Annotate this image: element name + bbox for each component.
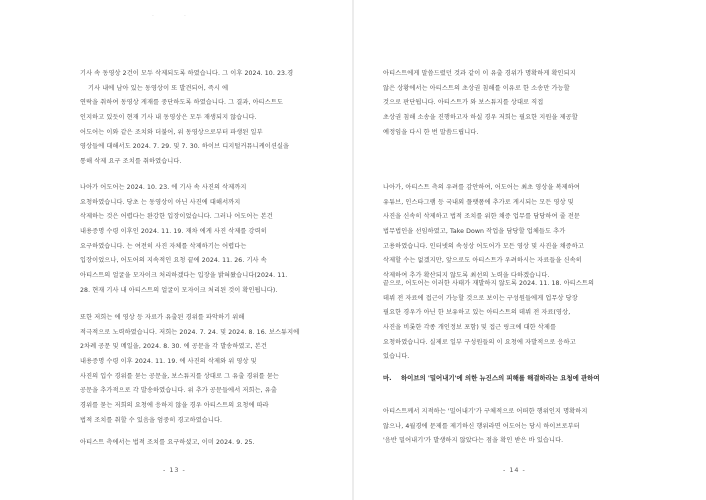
text-line: 아티스트 측에서는 법적 조치를 요구하셨고, 이미 2024. 9. 25. — [80, 439, 255, 446]
text-line: 경위를 묻는 저희의 요청에 응하지 않을 경우 아티스트의 요청에 따라 — [80, 402, 269, 410]
text-line: 어도어는 이와 같은 조치와 더불어, 위 동영상으로부터 파생된 일부 — [80, 128, 263, 136]
text-line: 연락을 취하여 동영상 게재를 중단하도록 하였습니다. 그 결과, 아티스트도 — [80, 99, 283, 107]
text-line: 나아가 어도어는 2024. 10. 23. 에 기사 속 사진의 삭제까지 — [80, 184, 247, 191]
text-line: 있습니다. — [383, 353, 410, 361]
text-line: 통해 삭제 요구 조치를 취하였습니다. — [80, 158, 182, 166]
paragraph — [80, 67, 293, 170]
text-line: 나아가, 아티스트 측의 우려를 감안하여, 어도어는 최초 영상을 복제하여 — [383, 184, 580, 191]
paragraph — [383, 277, 594, 365]
section-title: 하이브의 '밀어내기'에 의한 뉴진스의 피해를 해결하라는 요청에 관하여 — [401, 374, 600, 382]
text-line: 아티스트께서 지적하는 '밀어내기'가 구체적으로 어떠한 행위인지 명확하지 — [383, 408, 588, 415]
text-line: 기사 내에 남아 있는 동영상이 또 발견되어, 즉시 에 — [88, 84, 229, 92]
paragraph — [80, 436, 255, 451]
paragraph — [383, 181, 584, 284]
paragraph — [80, 181, 287, 299]
text-line: 내용증명 수령 이후 2024. 11. 19. 에 사진의 삭제와 위 영상 및 — [80, 358, 257, 366]
section-heading — [383, 373, 600, 382]
text-line: 고용하였습니다. 인터넷의 속성상 어도어가 모든 영상 및 사진을 채증하고 — [383, 242, 584, 250]
text-line: 사진을 신속히 삭제하고 법적 조치를 위한 채증 업무를 담당하여 줄 전문 — [383, 213, 580, 221]
text-line: 2차례 공문 및 메일을, 2024. 8. 30. 에 공문을 각 발송하였고, 본건 — [80, 343, 267, 351]
text-line: 유튜브, 인스타그램 등 국내외 플랫폼에 추가로 게시되는 모든 영상 및 — [383, 198, 574, 206]
scan-mark: · — [184, 13, 186, 20]
text-line: 삭제하는 것은 어렵다는 완강한 입장이었습니다. 그러나 어도어는 본건 — [80, 213, 273, 221]
left-page — [0, 0, 352, 500]
text-line: 인지하고 있듯이 현재 기사 내 동영상은 모두 재생되지 않습니다. — [80, 114, 257, 122]
text-line: 적극적으로 노력하였습니다. 저희는 2024. 7. 24. 및 2024. 8. 16. 보스튜지에 — [80, 328, 300, 336]
text-line: 아티스트에게 말씀드렸던 것과 같이 이 유출 경위가 명확하게 확인되지 — [383, 70, 576, 77]
text-line: 것으로 판단됩니다. 아티스트가 와 보스튜지를 상대로 직접 — [383, 99, 544, 107]
text-line: 영상들에 대해서도 2024. 7. 29. 및 7. 30. 하이브 디지털커뮤니케이션실을 — [80, 143, 290, 151]
page-number: - 14 - — [503, 466, 526, 474]
text-line: 아티스트의 얼굴을 모자이크 처리하겠다는 입장을 밝혀왔습니다(2024. 11. — [80, 272, 288, 280]
text-line: 삭제하여 추가 확산되지 않도록 최선의 노력을 다하겠습니다. — [383, 272, 550, 280]
text-line: 입장이었으나, 어도어의 지속적인 요청 끝에 2024. 11. 26. 기사 속 — [80, 257, 267, 265]
page-number: - 13 - — [163, 466, 186, 474]
text-line: 또한 저희는 에 영상 등 자료가 유출된 경위를 파악하기 위해 — [80, 314, 245, 321]
text-line: 않은 상황에서는 아티스트의 초상권 침해를 이유로 한 소송만 가능할 — [383, 84, 570, 92]
text-line: 내용증명 수령 이후인 2024. 11. 19. 재차 에게 사진 삭제를 강력히 — [80, 228, 267, 236]
text-line: 초상권 침해 소송을 진행하고자 하실 경우 저희는 필요한 지원을 제공할 — [383, 114, 578, 122]
paragraph — [383, 405, 587, 449]
text-line: 데뷔 전 자료에 접근이 가능할 것으로 보이는 구성원들에게 업무상 당장 — [383, 294, 578, 302]
right-page — [354, 0, 706, 500]
text-line: 요청하였습니다. 당초 는 동영상이 아닌 사진에 대해서까지 — [80, 198, 241, 206]
paragraph — [383, 67, 578, 140]
text-line: 필요한 경우가 아닌 한 보유하고 있는 아티스트의 데뷔 전 자료(영상, — [383, 309, 571, 317]
text-line: 28. 현재 기사 내 아티스트의 얼굴이 모자이크 처리된 것이 확인됩니다). — [80, 286, 278, 294]
scan-mark: · — [152, 13, 154, 20]
text-line: 예정임을 다시 한 번 말씀드립니다. — [383, 128, 479, 136]
paragraph — [80, 311, 299, 429]
text-line: 사진의 입수 경위를 묻는 공문을, 보스튜지를 상대로 그 유출 경위를 묻는 — [80, 372, 279, 380]
section-number: 마. — [383, 374, 392, 382]
text-line: 법적 조치를 취할 수 있음을 엄중히 경고하였습니다. — [80, 416, 223, 424]
text-line: 요청하였습니다. 실제로 일부 구성원들의 이 요청에 자발적으로 응하고 — [383, 338, 576, 346]
text-line: 공문을 추가적으로 각 발송하였습니다. 위 추가 공문들에서 저희는, 유출 — [80, 387, 277, 395]
text-line: 기사 속 동영상 2건이 모두 삭제되도록 하였습니다. 그 이후 2024. 10. 23.경 — [80, 70, 294, 77]
text-line: 법무법인을 선임하였고, Take Down 작업을 담당할 업체들도 추가 — [383, 228, 566, 236]
text-line: 요구하였습니다. 는 여전히 사진 자체를 삭제하기는 어렵다는 — [80, 242, 247, 250]
text-line: 끝으로, 어도어는 이러한 사태가 재발하지 않도록 2024. 11. 18. 아티스트의 — [383, 280, 595, 287]
text-line: 삭제할 수는 없겠지만, 앞으로도 아티스트가 우려하시는 자료들을 신속히 — [383, 257, 582, 265]
text-line: 사진을 비롯한 각종 개인정보 포함) 및 접근 링크에 대한 삭제를 — [383, 324, 557, 332]
text-line: '음반 밀어내기'가 발생하지 않았다는 점을 확인 받은 바 있습니다. — [383, 437, 564, 445]
text-line: 않으나, 4월경에 문제를 제기하신 행위라면 어도어는 당시 하이브로부터 — [383, 422, 580, 430]
